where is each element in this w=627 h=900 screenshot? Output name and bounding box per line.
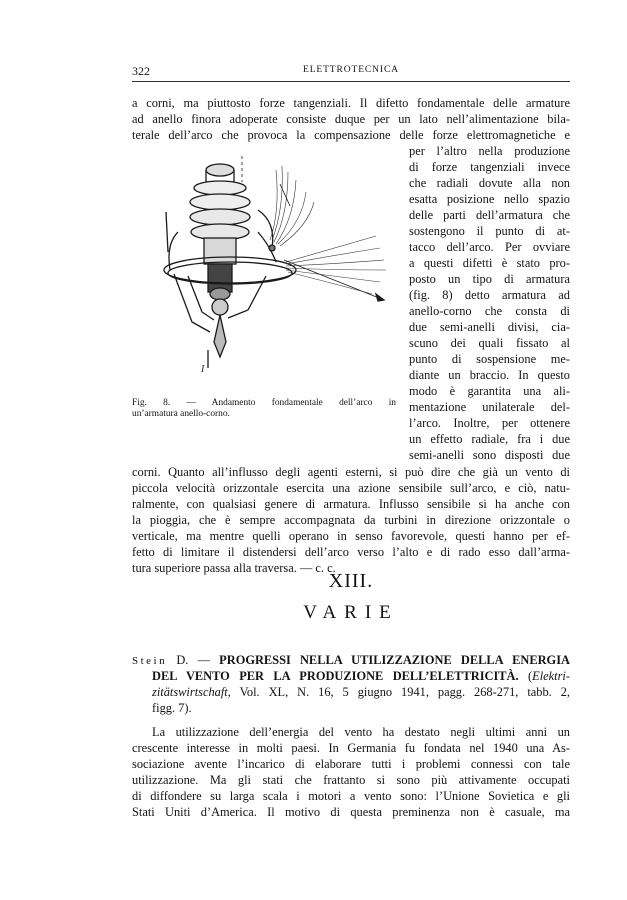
entry-dash: — [197, 653, 210, 667]
body-line: diante un braccio. In questo [409, 368, 570, 382]
header-rule [132, 81, 570, 82]
page-number: 322 [132, 64, 150, 78]
body-line: un effetto radiale, fra i due [409, 432, 570, 446]
body-line: mentazione unilaterale del- [409, 400, 570, 414]
body-line: l’arco. Inoltre, per ottenere [409, 416, 570, 430]
entry-title-line [152, 668, 570, 684]
running-header [132, 64, 570, 80]
body-line: di diffondere su larga scala i motori a vento sono: l’Unione Sovietica e gli [132, 789, 570, 803]
section-title: VARIE [303, 602, 399, 623]
body-line: Stati Uniti d’America. Il motivo di questa preminenza non è casuale, ma [132, 805, 570, 819]
entry-initial: D. [176, 653, 189, 667]
entry-journal: Elektri- [532, 669, 570, 683]
body-line: (fig. 8) detto armatura ad [409, 288, 570, 302]
figure-caption-line: Fig. 8. — Andamento fondamentale dell’arco in [132, 398, 396, 408]
body-line: tura superiore passa alla traversa. — c. c. [132, 561, 336, 575]
body-line: anello-corno che consta di [409, 304, 570, 318]
entry-ref: Vol. XL, N. 16, 5 giugno 1941, pagg. 268-271, tabb. 2, [239, 685, 570, 699]
body-line: per l’altro nella produzione [409, 144, 570, 158]
entry-title-part: DEL VENTO PER LA PRODUZIONE DELL’ELETTRICITÀ. [152, 669, 519, 683]
entry-title-line [132, 652, 570, 668]
body-line: posto un tipo di armatura [409, 272, 570, 286]
body-line: modo è garantita una ali- [409, 384, 570, 398]
body-line: semi-anelli sono disposti due [409, 448, 570, 462]
entry-journal: zitätswirtschaft, [152, 685, 231, 699]
body-line: piccola velocità orizzontale esercita una azione sensibile sull’arco, e ciò, natu- [132, 481, 570, 495]
body-line: utilizzazione. Ma gli stati che frattanto si sono più attivamente occupati [132, 773, 570, 787]
body-line: due semi-anelli divisi, cia- [409, 320, 570, 334]
entry-title-part: PROGRESSI NELLA UTILIZZAZIONE DELLA ENERGIA [219, 653, 570, 667]
running-title: ELETTROTECNICA [303, 65, 399, 75]
entry-paren: ( [528, 669, 533, 683]
body-line: a corni, ma piuttosto forze tangenziali. Il difetto fondamentale delle armature [132, 96, 570, 110]
section-number: XIII. [328, 570, 374, 592]
body-line: esatta posizione nello spazio [409, 192, 570, 206]
body-line: a questi difetti è stato pro- [409, 256, 570, 270]
body-line: verticale, ma mentre quelli operano in senso favorevole, questi hanno per ef- [132, 529, 570, 543]
body-line: La utilizzazione dell’energia del vento ha destato negli ultimi anni un [152, 725, 570, 739]
body-line: sostengono il punto di at- [409, 224, 570, 238]
figure-caption-line: un’armatura anello-corno. [132, 409, 230, 419]
entry-ref-line [152, 684, 570, 700]
body-line: sociazione avente l’incarico di elaborare tutti i problemi connessi con tale [132, 757, 570, 771]
arc-ring-horn-fixture-figure [148, 152, 400, 384]
body-line: delle parti dell’armatura che [409, 208, 570, 222]
body-line: corni. Quanto all’influsso degli agenti esterni, si può dire che già un vento di [132, 465, 570, 479]
body-line: scuno dei quali fissato al [409, 336, 570, 350]
body-line: punto di sospensione me- [409, 352, 570, 366]
entry-ref-line: figg. 7). [152, 701, 192, 715]
body-line: ralmente, con qualsiasi genere di armatura. Influsso sensibile si ha anche con [132, 497, 570, 511]
body-line: la pioggia, che è sempre accompagnata da turbini in direzione orizzontale o [132, 513, 570, 527]
body-line: che radiali dovute alla non [409, 176, 570, 190]
figure-label: I [201, 364, 205, 375]
body-line: fetto di limitare il distendersi dell’arco verso l’alto e di rado esso dall’arma- [132, 545, 570, 559]
entry-author: Stein [132, 655, 168, 667]
body-line: ad anello finora adoperate consiste duque per un lato nell’alimentazione bila- [132, 112, 570, 126]
body-line: terale dell’arco che provoca la compensazione delle forze elettromagnetiche e [132, 128, 570, 142]
body-line: crescente interesse in molti paesi. In Germania fu fondata nel 1940 una As- [132, 741, 570, 755]
body-line: tacco dell’arco. Per ovviare [409, 240, 570, 254]
body-line: di forze tangenziali invece [409, 160, 570, 174]
